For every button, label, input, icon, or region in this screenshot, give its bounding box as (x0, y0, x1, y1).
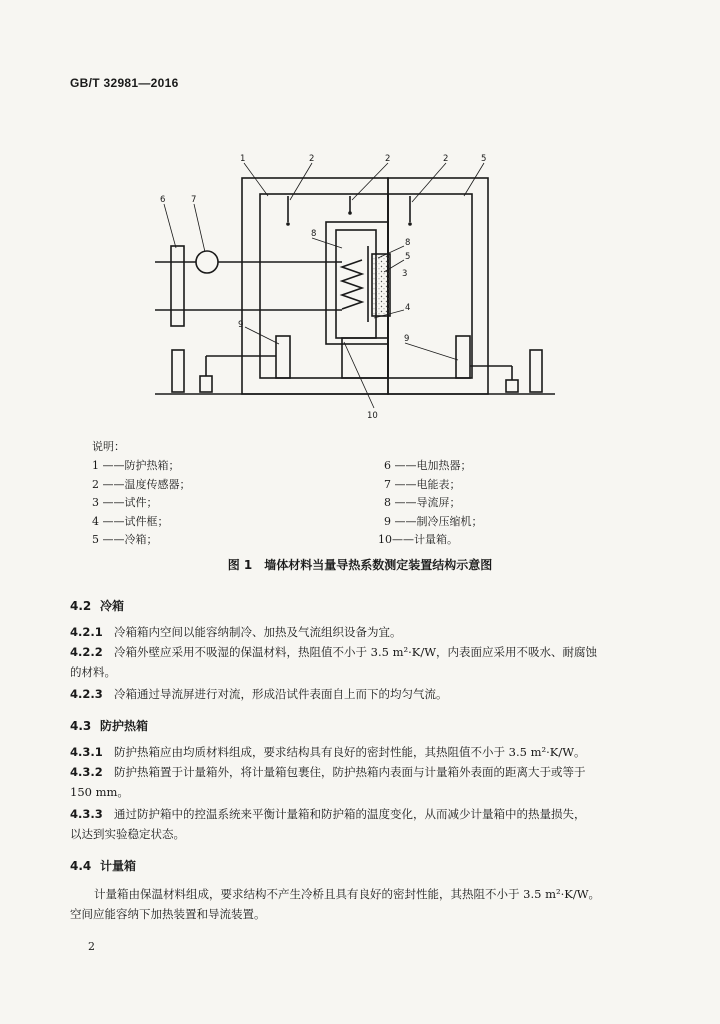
cold-box-outer (388, 178, 488, 394)
callout-9b: 9 (404, 334, 410, 344)
legend-item-1: 1 ——防护热箱； (92, 459, 180, 472)
callout-8b: 8 (405, 238, 411, 248)
clause-4-3-3-cont: 以达到实验稳定状态。 (70, 827, 185, 841)
callout-6: 6 (160, 195, 166, 205)
clause-4-2-1: 4.2.1 冷箱箱内空间以能容纳制冷、加热及气流组织设备为宜。 (70, 625, 402, 639)
callout-5: 5 (481, 154, 487, 164)
cold-box-inner (388, 194, 472, 378)
legend-item-10: 10——计量箱。 (378, 533, 458, 546)
callout-9a: 9 (238, 320, 244, 330)
clause-4-4: 计量箱由保温材料组成，要求结构不产生冷桥且具有良好的密封性能，其热阻不小于 3.5 m²·K/W。 (94, 887, 601, 901)
specimen (372, 254, 390, 316)
figure-caption: 图 1 墙体材料当量导热系数测定装置结构示意图 (227, 558, 493, 572)
legend-item-8: 8 ——导流屏； (384, 496, 461, 509)
standard-code: GB/T 32981—2016 (70, 76, 179, 90)
callout-8a: 8 (311, 229, 317, 239)
clause-4-3-3: 4.3.3 通过防护箱中的控温系统来平衡计量箱和防护箱的温度变化，从而减少计量箱中的热量损失， (70, 807, 586, 821)
clause-4-2-3: 4.2.3 冷箱通过导流屏进行对流，形成沿试件表面自上而下的均匀气流。 (70, 687, 448, 701)
legend-item-7: 7 ——电能表； (384, 478, 461, 491)
callout-1: 1 (240, 154, 246, 164)
clause-4-3-2-cont: 150 mm。 (70, 785, 129, 799)
heater-coil (342, 260, 362, 309)
callout-7: 7 (191, 195, 197, 205)
electric-heater (171, 246, 184, 326)
clause-4-3-2: 4.3.2 防护热箱置于计量箱外，将计量箱包裹住，防护热箱内表面与计量箱外表面的距离大于或等于 (70, 765, 586, 779)
metering-box (336, 230, 376, 338)
energy-meter (196, 251, 218, 273)
callout-2a: 2 (309, 154, 315, 164)
page-number: 2 (88, 940, 95, 953)
legend-item-6: 6 ——电加热器； (384, 459, 472, 472)
section-heading-4-3: 4.3 防护热箱 (70, 719, 149, 733)
legend-item-9: 9 ——制冷压缩机； (384, 515, 483, 528)
legend-item-3: 3 ——试件； (92, 496, 158, 509)
legend-item-2: 2 ——温度传感器； (92, 478, 191, 491)
guard-box-outer (242, 178, 388, 394)
legend-item-4: 4 ——试件框； (92, 515, 169, 528)
callout-5b: 5 (405, 252, 411, 262)
clause-4-2-2: 4.2.2 冷箱外壁应采用不吸湿的保温材料，热阻值不小于 3.5 m²·K/W，内表面应采用不吸水、耐腐蚀 (70, 645, 598, 659)
apparatus-diagram (0, 0, 720, 440)
callout-10: 10 (367, 411, 378, 421)
callout-2b: 2 (385, 154, 391, 164)
clause-4-2-2-cont: 的材料。 (70, 665, 116, 679)
clause-4-4-cont: 空间应能容纳下加热装置和导流装置。 (70, 907, 266, 921)
legend-title: 说明： (92, 440, 125, 453)
callout-2c: 2 (443, 154, 449, 164)
section-heading-4-2: 4.2 冷箱 (70, 599, 125, 613)
clause-4-3-1: 4.3.1 防护热箱应由均质材料组成，要求结构具有良好的密封性能，其热阻值不小于 3.5 m²·K/W。 (70, 745, 586, 759)
callout-4: 4 (405, 303, 411, 313)
callout-3: 3 (402, 269, 408, 279)
section-heading-4-4: 4.4 计量箱 (70, 859, 137, 873)
legend-item-5: 5 ——冷箱； (92, 533, 158, 546)
